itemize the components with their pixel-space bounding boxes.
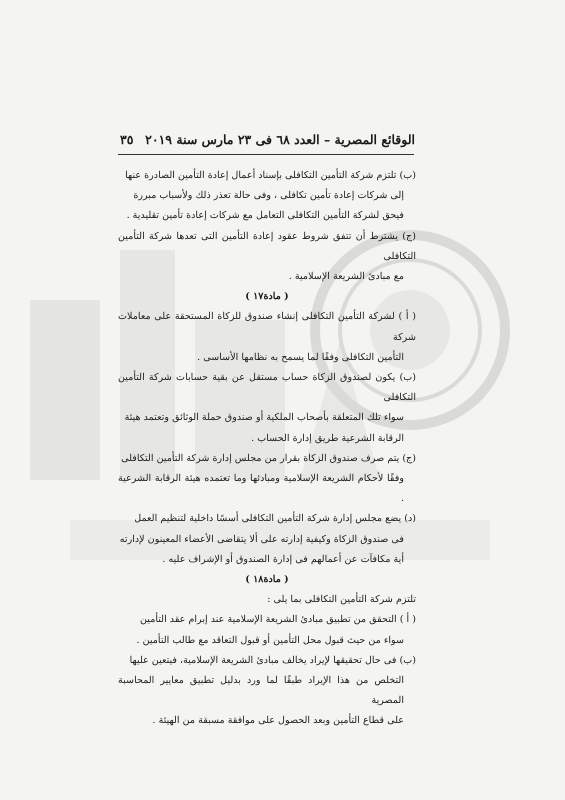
paragraph-line: مع مبادئ الشريعة الإسلامية . (288, 271, 404, 283)
paragraph-line: فى صندوق الزكاة وكيفية إدارته على ألا يتقاضى الأعضاء المعينون لإدارته (119, 533, 404, 545)
paragraph-line: ( أ ) التحقق من تطبيق مبادئ الشريعة الإسلامية عند إبرام عقد التأمين (140, 614, 416, 626)
paragraph-line: أية مكافآت عن أعمالهم فى إدارة الصندوق أو الإشراف عليه . (162, 553, 404, 565)
paragraph-line: (د) يضع مجلس إدارة شركة التأمين التكافلى أسسًا داخلية لتنظيم العمل (134, 513, 416, 525)
paragraph-line: سواء تلك المتعلقة بأصحاب الملكية أو صندوق حملة الوثائق وتعتمد هيئة (124, 412, 404, 424)
paragraph-line: وفقًا لأحكام الشريعة الإسلامية ومبادئها وما تعتمده هيئة الرقابة الشرعية . (118, 473, 404, 505)
paragraph-line: (ب) تلتزم شركة التأمين التكافلى بإسناد أعمال إعادة التأمين الصادرة عنها (125, 170, 416, 181)
paragraph-line: التخلص من هذا الإيراد طبقًا لما ورد بدليل تطبيق معايير المحاسبة المصرية (118, 675, 404, 707)
paragraph-line: (ب) فى حال تحقيقها لإيراد يخالف مبادئ الشريعة الإسلامية، فيتعين عليها (129, 654, 416, 666)
header-divider (118, 154, 414, 155)
paragraph-line: (ج) يتم صرف صندوق الزكاة بقرار من مجلس إدارة شركة التأمين التكافلى (121, 452, 416, 464)
article-heading-18: ( مادة١٨ ) (245, 574, 289, 586)
page-header-title: الوقائع المصرية – العدد ٦٨ فى ٢٣ مارس سنة ٢٠١٩ (145, 132, 415, 147)
document-body (118, 166, 416, 732)
paragraph-line: الرقابة الشرعية طريق إدارة الحساب . (251, 432, 404, 444)
paragraph-line: على قطاع التأمين وبعد الحصول على موافقة مسبقة من الهيئة . (152, 715, 404, 727)
paragraph-line: سواء من حيث قبول محل التأمين أو قبول التعاقد مع طالب التأمين . (136, 634, 404, 646)
paragraph-line: تلتزم شركة التأمين التكافلى بما يلى : (267, 594, 416, 606)
paragraph-line: التأمين التكافلى وفقًا لما يسمح به نظامها الأساسى . (197, 351, 404, 363)
paragraph-line: ( أ ) لشركة التأمين التكافلى إنشاء صندوق للزكاة المستحقة على معاملات شركة (118, 311, 416, 343)
paragraph-line: إلى شركات إعادة تأمين تكافلى ، وفى حالة تعذر ذلك ولأسباب مبررة (133, 190, 404, 202)
article-heading-17: ( مادة١٧ ) (245, 291, 289, 303)
paragraph-line: فيحق لشركة التأمين التكافلى التعامل مع شركات إعادة تأمين تقليدية . (126, 210, 404, 222)
paragraph-line: (ج) يشترط أن تتفق شروط عقود إعادة التأمين التى تعدها شركة التأمين التكافلى (118, 230, 416, 262)
paragraph-line: (ب) يكون لصندوق الزكاة حساب مستقل عن بقية حسابات شركة التأمين التكافلى (118, 372, 416, 404)
page-number: ٣٥ (120, 132, 134, 147)
